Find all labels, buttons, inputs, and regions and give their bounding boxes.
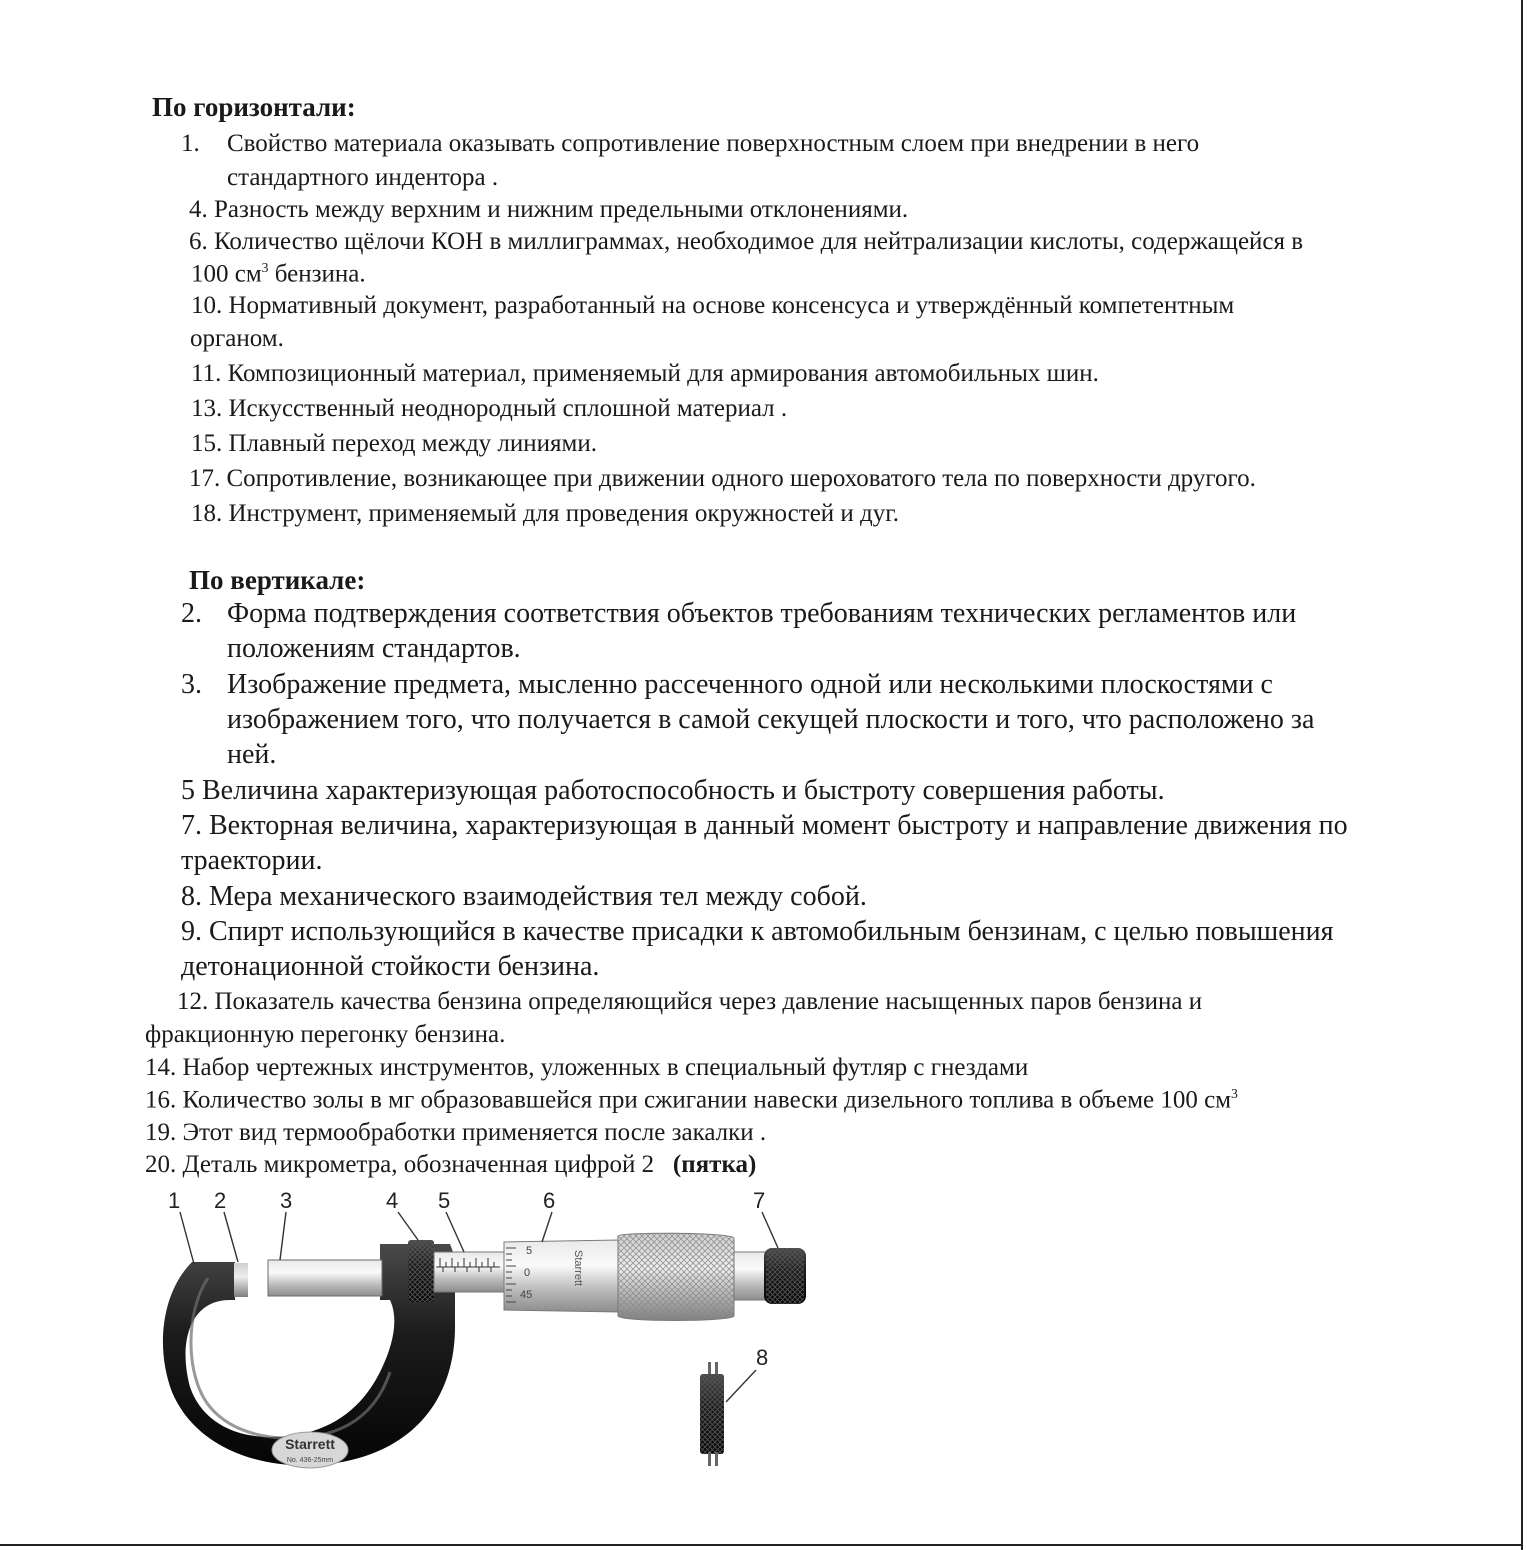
clue-h11: 11. Композиционный материал, применяемый для армирования автомобильных шин. bbox=[191, 360, 1099, 387]
clue-h10-cont: органом. bbox=[190, 325, 284, 352]
callout-label-1: 1 bbox=[168, 1188, 181, 1213]
clue-h6: 6. Количество щёлочи КОН в миллиграммах, необходимое для нейтрализации кислоты, содержащейся в bbox=[189, 228, 1304, 255]
brand-logo: Starrett bbox=[285, 1436, 335, 1452]
clue-v8: 8. Мера механического взаимодействия тел между собой. bbox=[181, 881, 867, 912]
callout-label-5: 5 bbox=[438, 1188, 451, 1213]
callout-label-4: 4 bbox=[386, 1188, 399, 1213]
section-heading-vertical: По вертикале: bbox=[189, 565, 366, 595]
thimble bbox=[504, 1240, 620, 1312]
thimble-mark: 45 bbox=[520, 1289, 533, 1301]
clue-v2: 2. Форма подтверждения соответствия объектов требованиям технических регламентов или bbox=[181, 598, 1297, 629]
model-number: No. 436-25mm bbox=[286, 1457, 334, 1464]
clue-v12-cont: фракционную перегонку бензина. bbox=[145, 1021, 506, 1048]
clue-v14: 14. Набор чертежных инструментов, уложенных в специальный футляр с гнездами bbox=[145, 1054, 1029, 1081]
clue-v12: 12. Показатель качества бензина определяющийся через давление насыщенных паров бензина и bbox=[177, 988, 1203, 1015]
clue-h17: 17. Сопротивление, возникающее при движении одного шероховатого тела по поверхности другого. bbox=[189, 465, 1256, 492]
clue-v9-cont: детонационной стойкости бензина. bbox=[181, 951, 600, 982]
clue-v20: 20. Деталь микрометра, обозначенная цифрой 2 (пятка) bbox=[145, 1151, 757, 1178]
page-edge bbox=[0, 1544, 1523, 1546]
callout-label-6: 6 bbox=[543, 1188, 556, 1213]
clue-v7: 7. Векторная величина, характеризующая в данный момент быстроту и направление движения по bbox=[181, 810, 1348, 841]
clue-h10: 10. Нормативный документ, разработанный на основе консенсуса и утверждённый компетентным bbox=[191, 292, 1235, 319]
clue-h1-cont: стандартного индентора . bbox=[227, 164, 499, 191]
sleeve bbox=[434, 1252, 504, 1292]
section-heading-horizontal: По горизонтали: bbox=[152, 92, 356, 122]
micrometer-figure bbox=[150, 1182, 830, 1472]
callout-label-8: 8 bbox=[756, 1345, 769, 1370]
clue-h4: 4. Разность между верхним и нижним предельными отклонениями. bbox=[189, 196, 909, 223]
anvil bbox=[234, 1263, 248, 1297]
clue-v7-cont: траектории. bbox=[181, 845, 323, 876]
thimble-brand: Starrett bbox=[572, 1250, 584, 1287]
callout-label-7: 7 bbox=[753, 1188, 766, 1213]
clue-v2-cont: положениям стандартов. bbox=[227, 633, 521, 664]
thimble-mark: 5 bbox=[526, 1245, 533, 1257]
callout-label-2: 2 bbox=[214, 1188, 227, 1213]
clue-v9: 9. Спирт использующийся в качестве присадки к автомобильным бензинам, с целью повышения bbox=[181, 916, 1334, 947]
thimble-mark: 0 bbox=[524, 1267, 531, 1279]
clue-h6-cont: 100 $см^3$ бензина. bbox=[191, 260, 366, 288]
clue-v16: 16. Количество золы в мг образовавшейся при сжигании навески дизельного топлива в объеме 100 $см^3$ bbox=[145, 1086, 1238, 1114]
callout-label-3: 3 bbox=[280, 1188, 293, 1213]
spindle bbox=[268, 1260, 382, 1296]
clue-h13: 13. Искусственный неоднородный сплошной материал . bbox=[191, 395, 788, 422]
clue-h1: 1. Свойство материала оказывать сопротивление поверхностным слоем при внедрении в него bbox=[181, 130, 1200, 157]
clue-v3-cont: ней. bbox=[227, 739, 277, 770]
clue-v5: 5 Величина характеризующая работоспособность и быстроту совершения работы. bbox=[181, 775, 1165, 806]
ratchet-shaft bbox=[734, 1252, 766, 1300]
page-edge bbox=[1521, 0, 1523, 1550]
clue-v19: 19. Этот вид термообработки применяется после закалки . bbox=[145, 1119, 767, 1146]
clue-v3-cont: изображением того, что получается в самой секущей плоскости и того, что расположено за bbox=[227, 704, 1315, 735]
setting-standard bbox=[700, 1362, 724, 1466]
clue-v3: 3. Изображение предмета, мысленно рассеченного одной или несколькими плоскостями с bbox=[181, 669, 1273, 700]
clue-h18: 18. Инструмент, применяемый для проведения окружностей и дуг. bbox=[191, 500, 899, 527]
clue-h15: 15. Плавный переход между линиями. bbox=[191, 430, 597, 457]
